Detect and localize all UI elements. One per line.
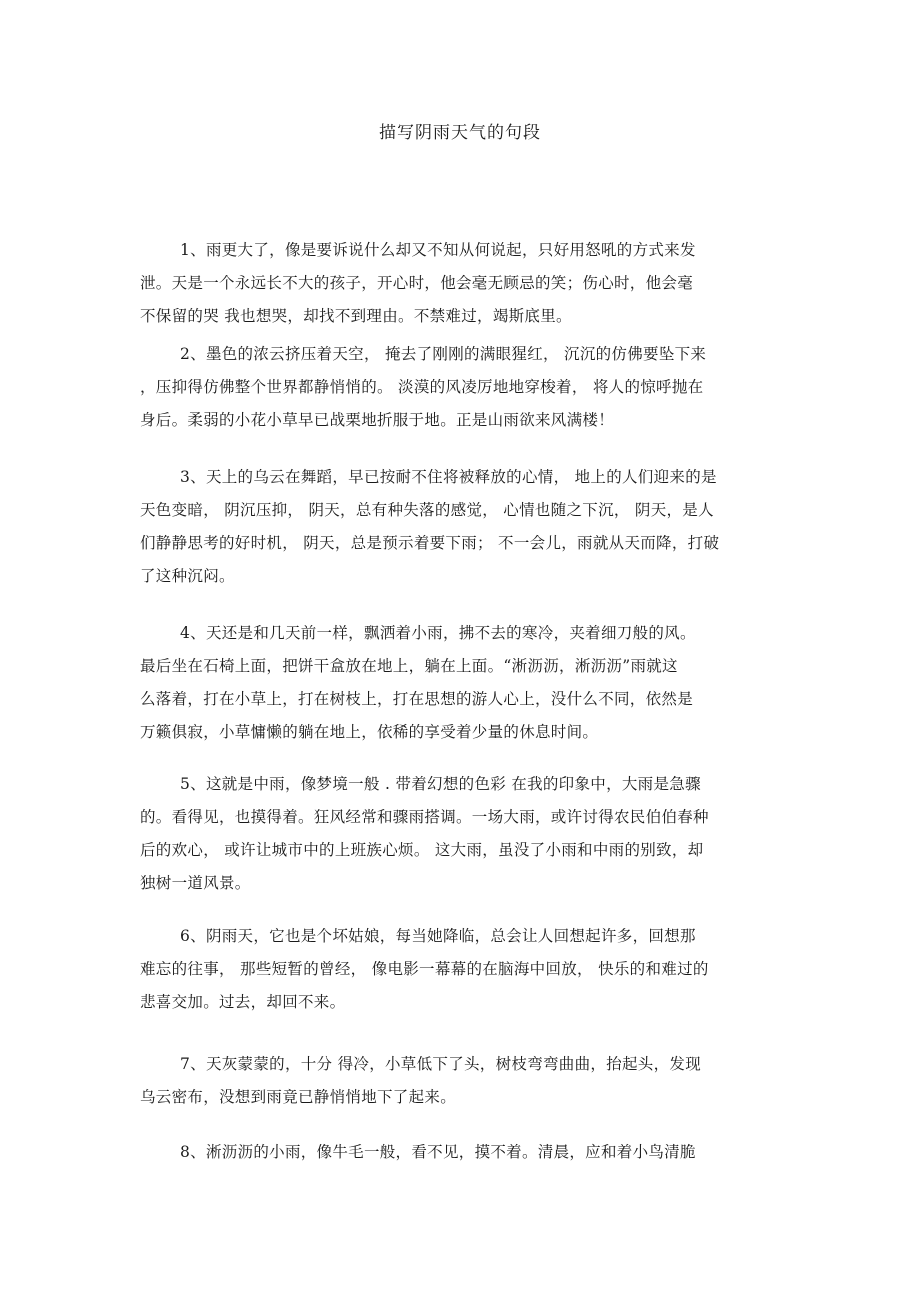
paragraph-line: 们静静思考的好时机， 阴天，总是预示着要下雨； 不一会儿，雨就从天而降，打破: [140, 534, 720, 552]
paragraph-line: 5、这就是中雨，像梦境一般 . 带着幻想的色彩 在我的印象中，大雨是急骤: [180, 775, 701, 793]
paragraph-line: 乌云密布，没想到雨竟已静悄悄地下了起来。: [140, 1088, 457, 1106]
paragraph-line: 2、墨色的浓云挤压着天空， 掩去了刚刚的满眼猩红， 沉沉的仿佛要坠下来: [180, 345, 707, 363]
paragraph-line: 万籁俱寂，小草慵懒的躺在地上，依稀的享受着少量的休息时间。: [140, 723, 599, 741]
paragraph-line: ，压抑得仿佛整个世界都静悄悄的。 淡漠的风凌厉地地穿梭着， 将人的惊呼抛在: [140, 378, 704, 396]
paragraph-line: 3、天上的乌云在舞蹈，早已按耐不住将被释放的心情， 地上的人们迎来的是: [180, 468, 717, 486]
paragraph-line: 最后坐在石椅上面，把饼干盒放在地上，躺在上面。“淅沥沥，淅沥沥”雨就这: [140, 657, 678, 675]
paragraph-2: [140, 338, 790, 437]
paragraph-6: [140, 920, 790, 1019]
paragraph-3: [140, 461, 790, 593]
paragraph-line: 悲喜交加。过去，却回不来。: [140, 993, 346, 1011]
paragraph-line: 不保留的哭 我也想哭，却找不到理由。不禁难过，竭斯底里。: [140, 307, 572, 325]
paragraph-line: 独树一道风景。: [140, 874, 251, 892]
document-title: 描写阴雨天气的句段: [379, 123, 541, 143]
paragraph-line: 的。看得见，也摸得着。狂风经常和骤雨搭调。一场大雨，或许讨得农民伯伯春种: [140, 808, 709, 826]
paragraph-4: [140, 617, 790, 749]
paragraph-line: 了这种沉闷。: [140, 567, 235, 585]
paragraph-line: 6、阴雨天，它也是个坏姑娘，每当她降临，总会让人回想起许多，回想那: [180, 927, 696, 945]
paragraph-line: 4、天还是和几天前一样，飘洒着小雨，拂不去的寒冷，夹着细刀般的风。: [180, 624, 696, 642]
paragraph-line: 泄。天是一个永远长不大的孩子，开心时，他会毫无顾忌的笑；伤心时，他会毫: [140, 274, 694, 292]
paragraph-line: 天色变暗， 阴沉压抑， 阴天，总有种失落的感觉， 心情也随之下沉， 阴天，是人: [140, 501, 714, 519]
paragraph-line: 7、天灰蒙蒙的，十分 得冷，小草低下了头，树枝弯弯曲曲，抬起头，发现: [180, 1055, 701, 1073]
paragraph-line: 么落着，打在小草上，打在树枝上，打在思想的游人心上，没什么不同，依然是: [140, 690, 694, 708]
paragraph-line: 后的欢心， 或许让城市中的上班族心烦。 这大雨，虽没了小雨和中雨的别致，却: [140, 841, 704, 859]
paragraph-1: [140, 234, 790, 333]
paragraph-8: [140, 1136, 790, 1169]
paragraph-line: 1、雨更大了，像是要诉说什么却又不知从何说起，只好用怒吼的方式来发: [180, 241, 696, 259]
paragraph-line: 8、淅沥沥的小雨，像牛毛一般，看不见，摸不着。清晨，应和着小鸟清脆: [180, 1143, 696, 1161]
paragraph-7: [140, 1048, 790, 1114]
paragraph-5: [140, 768, 790, 900]
paragraph-line: 难忘的往事， 那些短暂的曾经， 像电影一幕幕的在脑海中回放， 快乐的和难过的: [140, 960, 709, 978]
paragraph-line: 身后。柔弱的小花小草早已战栗地折服于地。正是山雨欲来风满楼！: [140, 411, 615, 429]
